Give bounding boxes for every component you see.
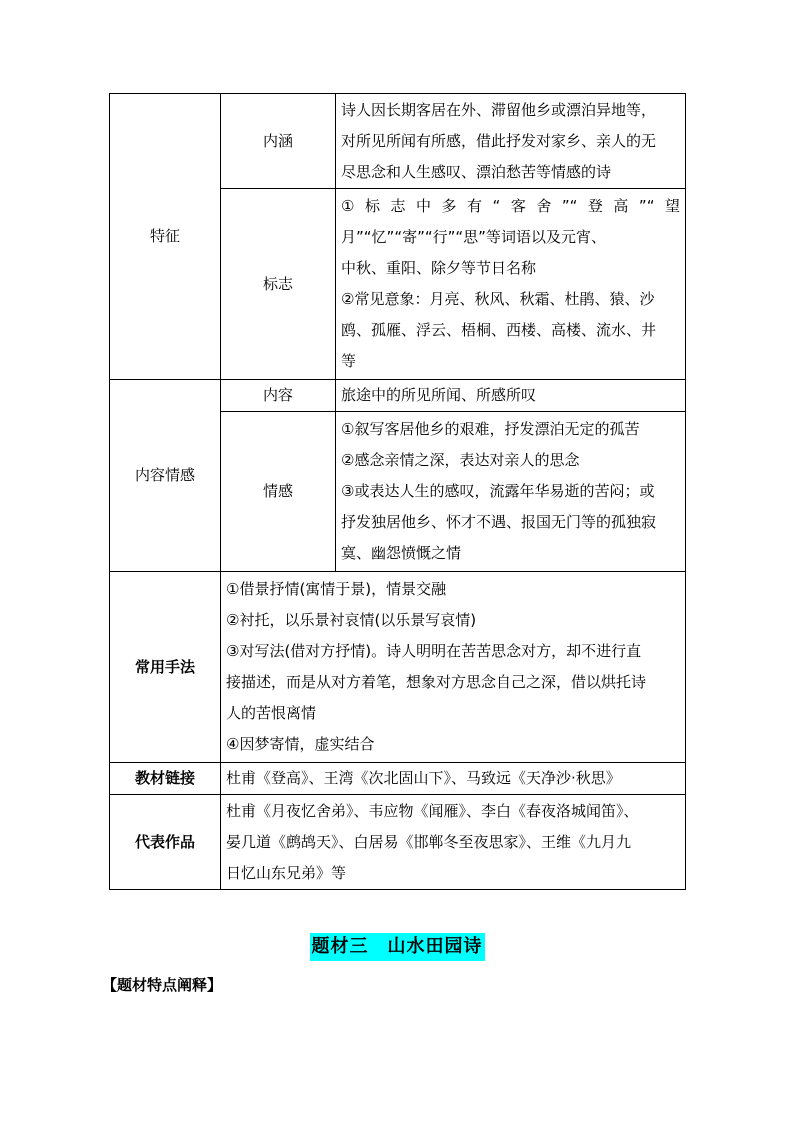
emotion-line: 抒发独居他乡、怀才不遇、报国无门等的孤独寂 xyxy=(341,513,657,531)
works-line: 杜甫《月夜忆舍弟》、韦应物《闻雁》、李白《春夜洛城闻笛》、 xyxy=(226,801,639,820)
methods-line: ②衬托，以乐景衬哀情(以乐景写哀情) xyxy=(226,611,477,629)
emotion-line: ③或表达人生的感叹，流露年华易逝的苦闷；或 xyxy=(341,482,655,500)
textbook-line: 杜甫《登高》、王湾《次北固山下》、马致远《天净沙·秋思》 xyxy=(226,769,621,787)
subheading: 【题材特点阐释】 xyxy=(102,976,223,994)
table-row xyxy=(110,795,686,890)
marker-text xyxy=(336,189,686,380)
works-text xyxy=(221,795,686,890)
section-title-wrapper xyxy=(0,933,794,961)
methods-line: 接描述，而是从对方着笔，想象对方思念自己之深，借以烘托诗 xyxy=(226,673,647,691)
table-row xyxy=(110,763,686,795)
connotation-line: 对所见所闻有所感，借此抒发对家乡、亲人的无 xyxy=(341,131,657,150)
feature-label: 特征 xyxy=(110,94,221,380)
poetry-theme-table xyxy=(109,93,686,890)
connotation-label: 内涵 xyxy=(221,94,336,189)
table-row xyxy=(110,380,686,412)
marker-line: 月”“忆”“寄”“行”“思”等词语以及元宵、 xyxy=(341,228,606,246)
marker-line: 中秋、重阳、除夕等节日名称 xyxy=(341,259,537,277)
marker-line: 等 xyxy=(341,352,357,370)
methods-label: 常用手法 xyxy=(110,572,221,763)
methods-line: 人的苦恨离情 xyxy=(226,704,317,722)
marker-label: 标志 xyxy=(221,189,336,380)
emotion-label: 情感 xyxy=(221,412,336,572)
content-text xyxy=(336,380,686,412)
marker-line: 鸥、孤雁、浮云、梧桐、西楼、高楼、流水、井 xyxy=(341,321,657,339)
marker-line: ②常见意象：月亮、秋风、秋霜、杜鹃、猿、沙 xyxy=(341,290,655,308)
methods-line: ③对写法(借对方抒情)。诗人明明在苦苦思念对方，却不进行直 xyxy=(226,642,642,660)
works-line: 日忆山东兄弟》等 xyxy=(226,863,347,882)
works-label: 代表作品 xyxy=(110,795,221,890)
connotation-text xyxy=(336,94,686,189)
connotation-line: 诗人因长期客居在外、滞留他乡或漂泊异地等， xyxy=(341,100,657,119)
methods-text xyxy=(221,572,686,763)
content-emotion-label: 内容情感 xyxy=(110,380,221,572)
content-line: 旅途中的所见所闻、所感所叹 xyxy=(341,386,537,404)
emotion-line: 寞、幽怨愤慨之情 xyxy=(341,544,462,562)
table-row xyxy=(110,572,686,763)
section-title: 题材三 山水田园诗 xyxy=(310,933,485,961)
methods-line: ①借景抒情(寓情于景)，情景交融 xyxy=(226,580,447,598)
table-row xyxy=(110,94,686,189)
textbook-text xyxy=(221,763,686,795)
marker-line: ①标志中多有“客舍”“登高”“望 xyxy=(341,197,680,215)
content-label: 内容 xyxy=(221,380,336,412)
textbook-label: 教材链接 xyxy=(110,763,221,795)
methods-line: ④因梦寄情，虚实结合 xyxy=(226,735,375,753)
emotion-line: ②感念亲情之深，表达对亲人的思念 xyxy=(341,451,580,469)
emotion-text xyxy=(336,412,686,572)
works-line: 晏几道《鹧鸪天》、白居易《邯郸冬至夜思家》、王维《九月九 xyxy=(226,832,632,851)
emotion-line: ①叙写客居他乡的艰难，抒发漂泊无定的孤苦 xyxy=(341,420,640,438)
connotation-line: 尽思念和人生感叹、漂泊愁苦等情感的诗 xyxy=(341,162,612,181)
